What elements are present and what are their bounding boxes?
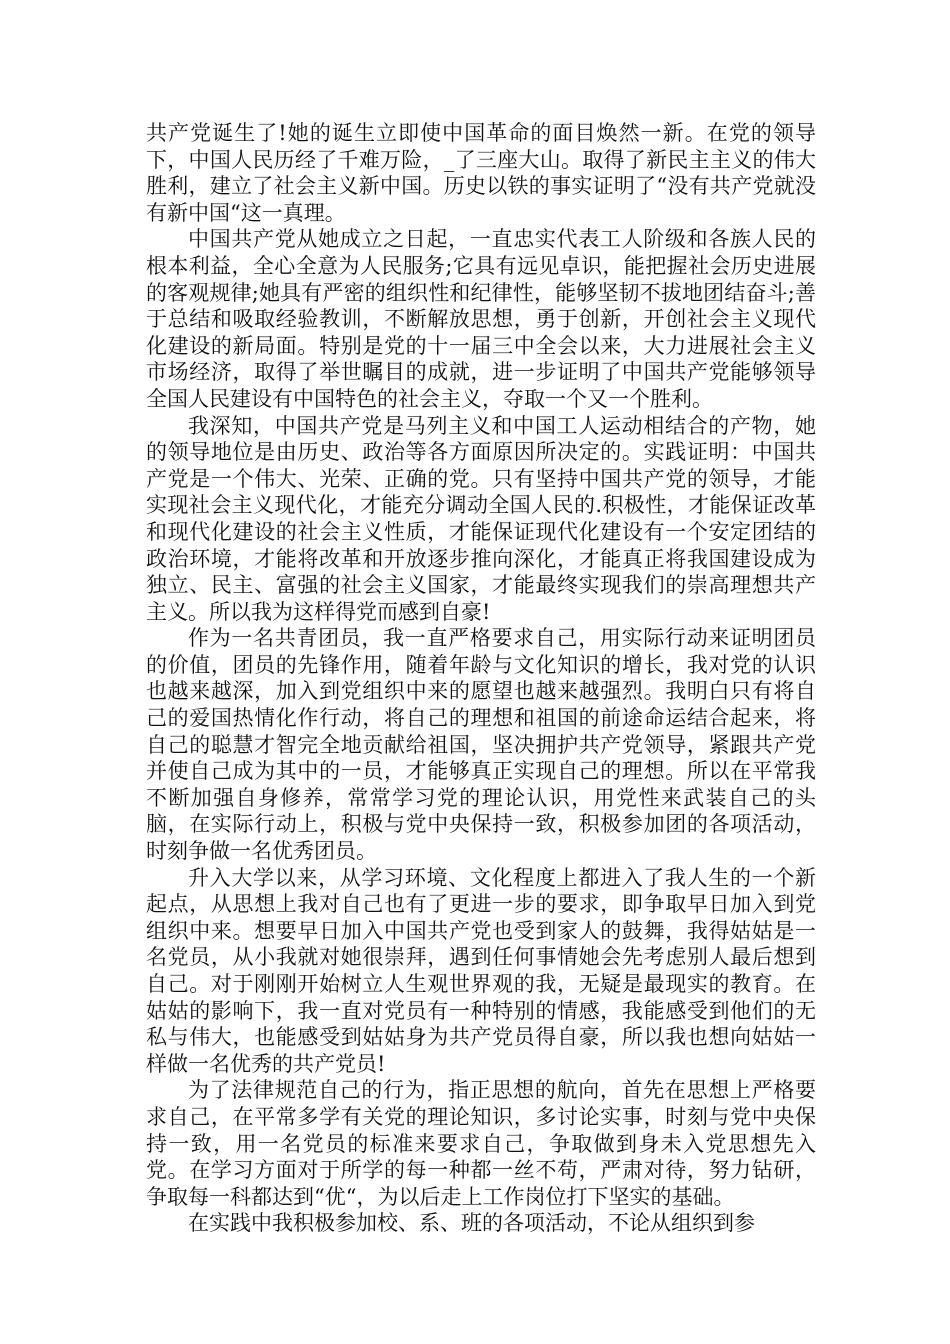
paragraph-3: 我深知，中国共产党是马列主义和中国工人运动相结合的产物，她的领导地位是由历史、政治等各方面原因所决定的。实践证明：中国共产党是一个伟大、光荣、正确的党。只有坚持中国共产党的领导，才能实现社会主义现代化，才能充分调动全国人民的.积极性，才能保证改革和现代化建设的社会主义性质，才能保证现代化建设有一个安定团结的政治环境，才能将改革和开放逐步推向深化，才能真正将我国建设成为独立、民主、富强的社会主义国家，才能最终实现我们的崇高理想共产主义。所以我为这样得党而感到自豪!: [146, 413, 816, 624]
paragraph-1: 共产党诞生了!她的诞生立即使中国革命的面目焕然一新。在党的领导下，中国人民历经了千难万险，_了三座大山。取得了新民主主义的伟大胜利，建立了社会主义新中国。历史以铁的事实证明了“没有共产党就没有新中国“这一真理。: [146, 121, 816, 225]
paragraph-7: 在实践中我积极参加校、系、班的各项活动，不论从组织到参: [188, 1211, 755, 1236]
document-body: [146, 120, 816, 1237]
paragraph-4: 作为一名共青团员，我一直严格要求自己，用实际行动来证明团员的价值，团员的先锋作用，随着年龄与文化知识的增长，我对党的认识也越来越深，加入到党组织中来的愿望也越来越强烈。我明白只有将自己的爱国热情化作行动，将自己的理想和祖国的前途命运结合起来，将自己的聪慧才智完全地贡献给祖国，坚决拥护共产党领导，紧跟共产党并使自己成为其中的一员，才能够真正实现自己的理想。所以在平常我不断加强自身修养，常常学习党的理论认识，用党性来武装自己的头脑，在实际行动上，积极与党中央保持一致，积极参加团的各项活动，时刻争做一名优秀团员。: [146, 626, 816, 864]
paragraph-2: 中国共产党从她成立之日起，一直忠实代表工人阶级和各族人民的根本利益，全心全意为人民服务;它具有远见卓识，能把握社会历史进展的客观规律;她具有严密的组织性和纪律性，能够坚韧不拔地团结奋斗;善于总结和吸取经验教训，不断解放思想，勇于创新，开创社会主义现代化建设的新局面。特别是党的十一届三中全会以来，大力进展社会主义市场经济，取得了举世瞩目的成就，进一步证明了中国共产党能够领导全国人民建设有中国特色的社会主义，夺取一个又一个胜利。: [146, 227, 816, 411]
paragraph-6: 为了法律规范自己的行为，指正思想的航向，首先在思想上严格要求自己，在平常多学有关党的理论知识，多讨论实事，时刻与党中央保持一致，用一名党员的标准来要求自己，争取做到身未入党思想先入党。在学习方面对于所学的每一种都一丝不苟，严肃对待，努力钻研，争取每一科都达到“优“，为以后走上工作岗位打下坚实的基础。: [146, 1078, 816, 1209]
paragraph-5: 升入大学以来，从学习环境、文化程度上都进入了我人生的一个新起点，从思想上我对自己也有了更进一步的要求，即争取早日加入到党组织中来。想要早日加入中国共产党也受到家人的鼓舞，我得姑姑是一名党员，从小我就对她很崇拜，遇到任何事情她会先考虑别人最后想到自己。对于刚刚开始树立人生观世界观的我，无疑是最现实的教育。在姑姑的影响下，我一直对党员有一种特别的情感，我能感受到他们的无私与伟大，也能感受到姑姑身为共产党员得自豪，所以我也想向姑姑一样做一名优秀的共产党员!: [146, 865, 816, 1076]
